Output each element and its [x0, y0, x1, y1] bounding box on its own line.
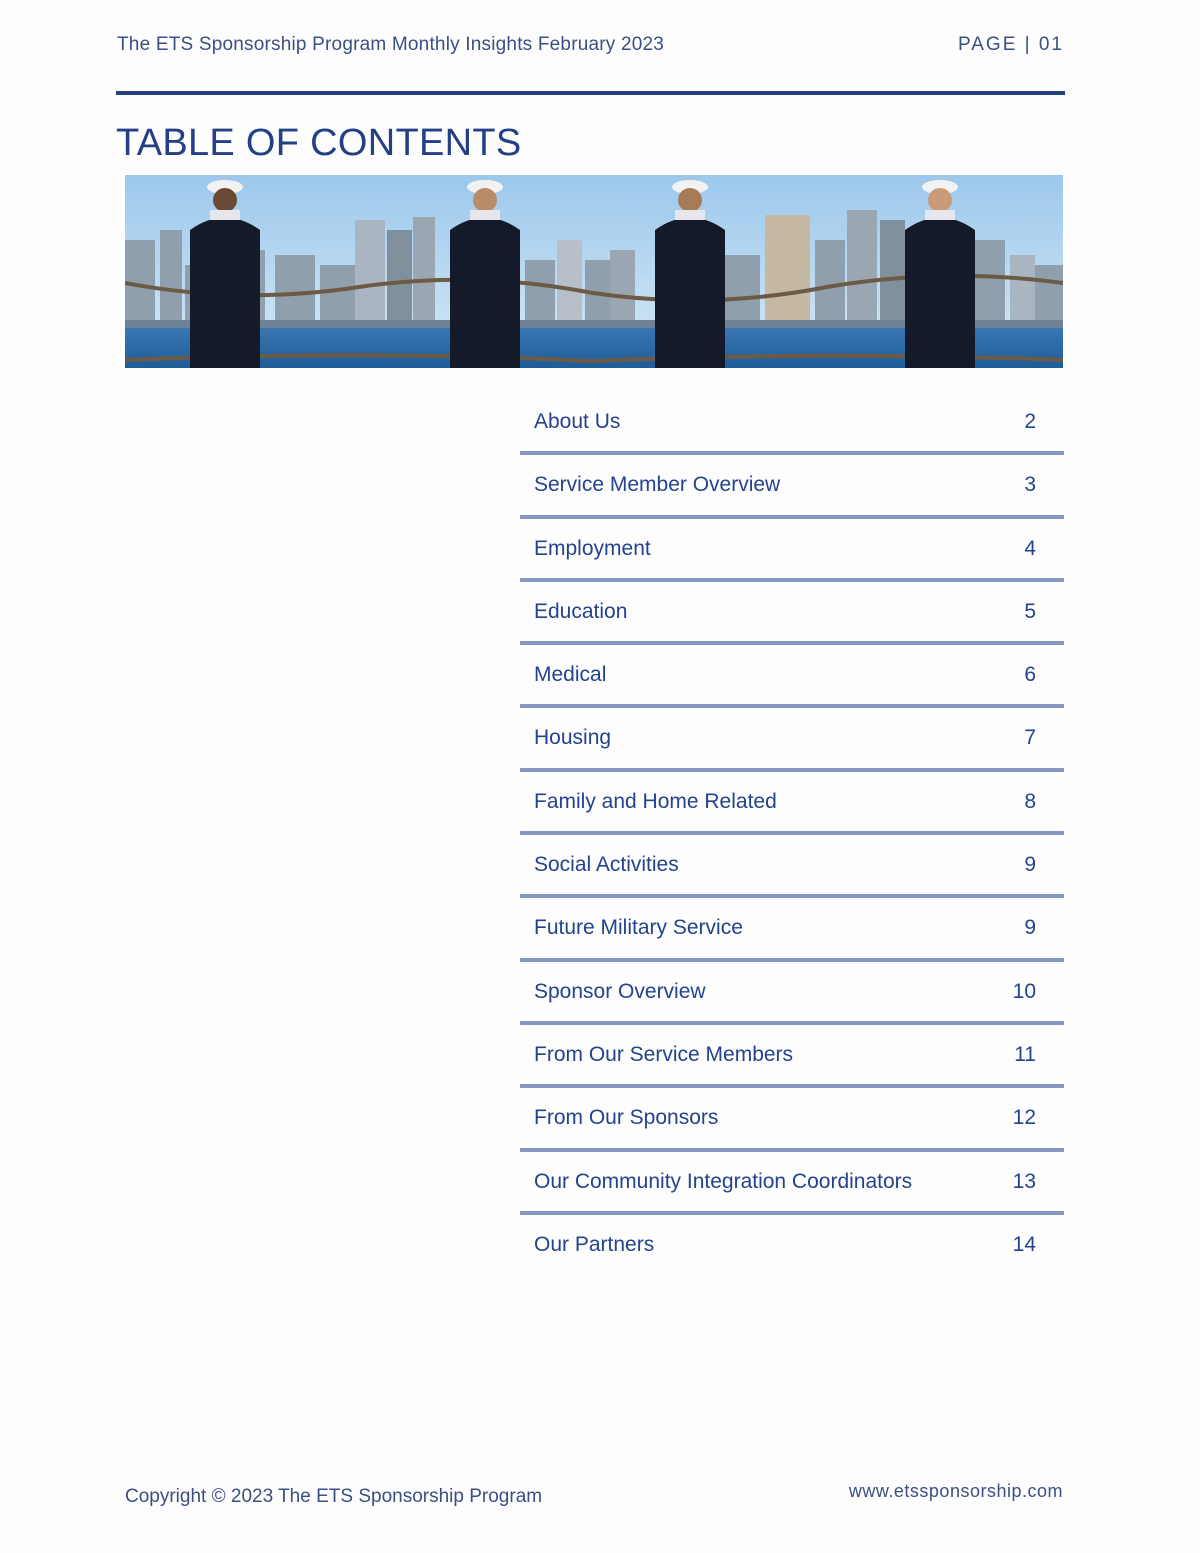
toc-item-label: Our Community Integration Coordinators [534, 1169, 913, 1193]
toc-item[interactable] [520, 772, 1064, 835]
toc-item-label: Education [534, 599, 628, 623]
toc-item-label: Sponsor Overview [534, 979, 706, 1003]
toc-item-page: 14 [1012, 1232, 1036, 1256]
toc-item-page: 10 [1012, 979, 1036, 1003]
header-divider [116, 91, 1065, 95]
copyright-text: Copyright © 2023 The ETS Sponsorship Program [125, 1486, 543, 1507]
toc-item[interactable] [520, 455, 1064, 518]
toc-item[interactable] [520, 519, 1064, 582]
toc-item-page: 12 [1012, 1106, 1036, 1130]
toc-item-page: 11 [1014, 1042, 1036, 1066]
toc-item-page: 9 [1024, 853, 1036, 877]
toc-item[interactable] [520, 1025, 1064, 1088]
toc-item-page: 4 [1024, 536, 1036, 560]
toc-item[interactable] [520, 392, 1064, 455]
toc-item[interactable] [520, 962, 1064, 1025]
toc-item[interactable] [520, 582, 1064, 645]
toc-item-page: 8 [1024, 789, 1036, 813]
toc-item-page: 3 [1024, 473, 1036, 497]
banner-image [125, 175, 1063, 368]
toc-item-page: 2 [1024, 410, 1036, 433]
toc-item-label: Family and Home Related [534, 789, 777, 813]
toc-item-page: 13 [1012, 1169, 1036, 1193]
toc-item-label: Medical [534, 663, 607, 687]
toc-item-label: About Us [534, 410, 621, 433]
toc-item-label: Our Partners [534, 1232, 655, 1256]
toc-item-label: Employment [534, 536, 651, 560]
toc-item-label: Social Activities [534, 853, 679, 877]
sailors-skyline-photo [125, 175, 1063, 368]
website-link[interactable]: www.etssponsorship.com [848, 1481, 1063, 1501]
toc-item-label: From Our Service Members [534, 1042, 794, 1066]
toc-item[interactable] [520, 708, 1064, 771]
toc-item[interactable] [520, 1152, 1064, 1215]
toc-item-label: Service Member Overview [534, 473, 781, 497]
page-title: TABLE OF CONTENTS [116, 122, 522, 164]
toc-item[interactable] [520, 645, 1064, 708]
toc-item-page: 9 [1024, 916, 1036, 940]
toc-item-page: 5 [1024, 599, 1036, 623]
toc-item-label: Future Military Service [534, 916, 743, 940]
toc-item[interactable] [520, 1215, 1064, 1278]
toc-item[interactable] [520, 898, 1064, 961]
toc-item-page: 7 [1024, 726, 1036, 750]
toc-item[interactable] [520, 1088, 1064, 1151]
toc-item-label: From Our Sponsors [534, 1106, 719, 1130]
table-of-contents [520, 392, 1064, 1278]
toc-item[interactable] [520, 835, 1064, 898]
toc-item-page: 6 [1024, 663, 1036, 687]
page-number: PAGE | 01 [957, 34, 1064, 55]
header-title: The ETS Sponsorship Program Monthly Insights February 2023 [117, 34, 665, 55]
toc-item-label: Housing [534, 726, 612, 750]
